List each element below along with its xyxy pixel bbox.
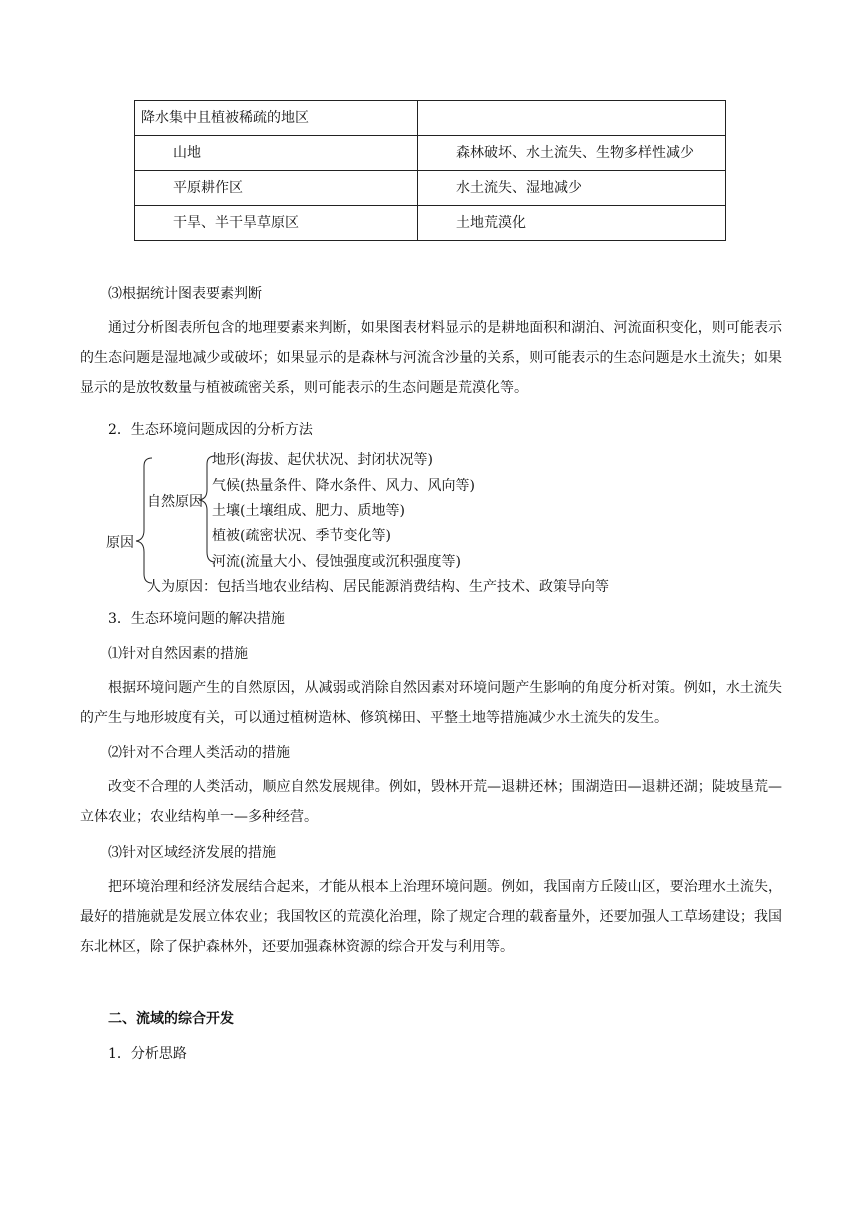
diagram-item: 土壤(土壤组成、肥力、质地等) [212, 503, 405, 519]
subsection-heading: ⑵针对不合理人类活动的措施 [108, 745, 290, 761]
diagram-item: 河流(流量大小、侵蚀强度或沉积强度等) [212, 554, 461, 570]
table-cell: 山地 [135, 136, 418, 171]
table-cell: 降水集中且植被稀疏的地区 [135, 101, 418, 136]
table-cell: 土地荒漠化 [418, 206, 726, 241]
section-heading: 3．生态环境问题的解决措施 [108, 611, 285, 627]
diagram-item: 气候(热量条件、降水条件、风力、风向等) [212, 478, 475, 494]
paragraph: 把环境治理和经济发展结合起来，才能从根本上治理环境问题。例如，我国南方丘陵山区，要治理水土流失，最好的措施就是发展立体农业；我国牧区的荒漠化治理，除了规定合理的载畜量外，还要加强人工草场建设；我国东北林区，除了保护森林外，还要加强森林资源的综合开发与利用等。 [80, 879, 782, 955]
section-heading: 2．生态环境问题成因的分析方法 [108, 422, 313, 438]
subsection-heading: 1．分析思路 [108, 1046, 187, 1062]
table-cell: 平原耕作区 [135, 171, 418, 206]
diagram-natural: 自然原因 [147, 494, 203, 510]
diagram-root: 原因 [106, 535, 134, 551]
part-heading: 二、流域的综合开发 [108, 1011, 234, 1027]
table-cell: 水土流失、湿地减少 [418, 171, 726, 206]
diagram-human: 人为原因：包括当地农业结构、居民能源消费结构、生产技术、政策导向等 [147, 579, 609, 595]
subsection-heading: ⑴针对自然因素的措施 [108, 646, 248, 662]
subsection-heading: ⑶针对区域经济发展的措施 [108, 845, 276, 861]
table-cell: 干旱、半干旱草原区 [135, 206, 418, 241]
paragraph: 改变不合理的人类活动，顺应自然发展规律。例如，毁林开荒—退耕还林；围湖造田—退耕还湖；陡坡垦荒—立体农业；农业结构单一—多种经营。 [80, 779, 782, 825]
diagram-item: 植被(疏密状况、季节变化等) [212, 528, 391, 544]
section-heading: ⑶根据统计图表要素判断 [108, 286, 262, 302]
diagram-item: 地形(海拔、起伏状况、封闭状况等) [212, 452, 433, 468]
table-cell: 森林破坏、水土流失、生物多样性减少 [418, 136, 726, 171]
outer-brace [136, 458, 152, 583]
paragraph: 通过分析图表所包含的地理要素来判断，如果图表材料显示的是耕地面积和湖泊、河流面积变化，则可能表示的生态问题是湿地减少或破坏；如果显示的是森林与河流含沙量的关系，则可能表示的生态问题是水土流失；如果显示的是放牧数量与植被疏密关系，则可能表示的生态问题是荒漠化等。 [80, 320, 782, 396]
paragraph: 根据环境问题产生的自然原因，从减弱或消除自然因素对环境问题产生影响的角度分析对策。例如，水土流失的产生与地形坡度有关，可以通过植树造林、修筑梯田、平整土地等措施减少水土流失的发生。 [80, 680, 782, 726]
